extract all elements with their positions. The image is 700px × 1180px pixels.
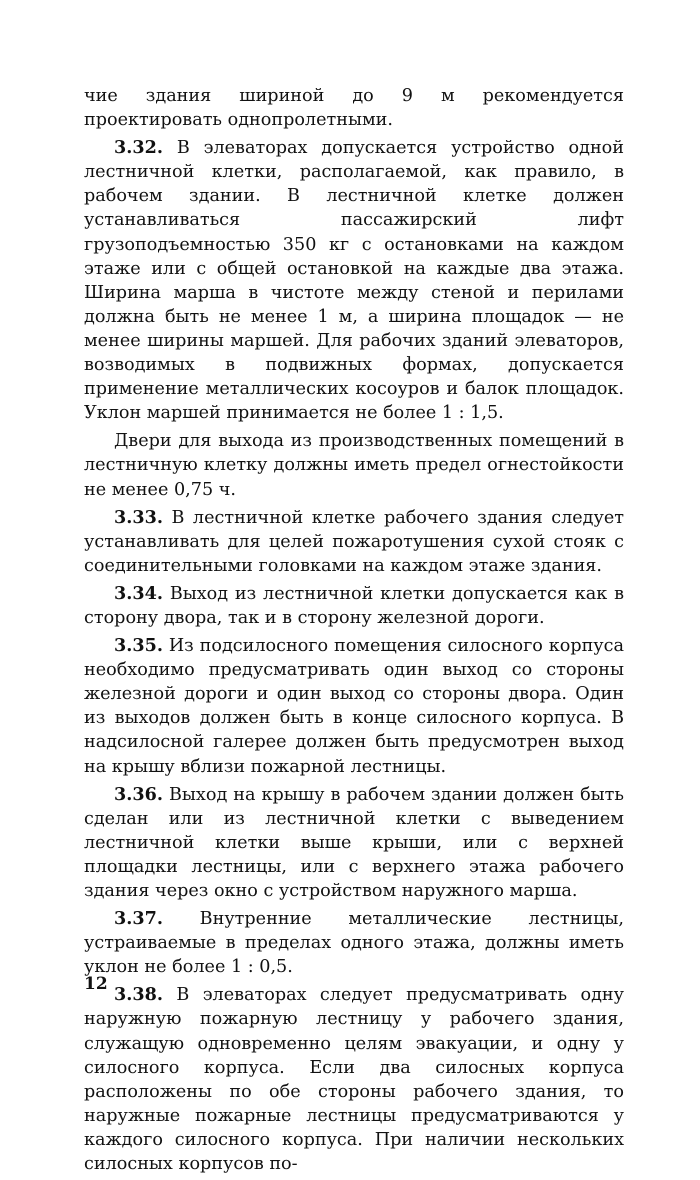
- paragraph-text: В элеваторах допускается устройство одной лестничной клетки, располагаемой, как правило, в рабочем здании. В лестничной клетке должен устанавливаться пассажирский лифт грузоподъемностью 350 кг с остановками на каждом этаже или с общей остановкой на каждые два этажа. Ширина марша в чистоте между стеной и перилами должна быть не менее 1 м, а ширина площадок — не менее ширины маршей. Для рабочих зданий элеваторов, возводимых в подвижных формах, допускается применение металлических косоуров и балок площадок. Уклон маршей принимается не более 1 : 1,5.: [84, 138, 625, 424]
- paragraph-text: Выход на крышу в рабочем здании должен быть сделан или из лестничной клетки с выведением лестничной клетки выше крыши, или с верхней площадки лестницы, или с верхнего этажа рабочего здания через окно с устройством наружного марша.: [84, 784, 624, 901]
- page-number: 12: [84, 974, 108, 994]
- paragraph-text: Из подсилосного помещения силосного корпуса необходимо предусматривать один выход со стороны железной дороги и один выход со стороны двора. Один из выходов должен быть в конце силосного корпуса. В надсилосной галерее должен быть предусмотрен выход на крышу вблизи пожарной лестницы.: [84, 636, 624, 777]
- paragraph-text: Двери для выхода из производственных помещений в лестничную клетку должны иметь предел огнестойкости не менее 0,75 ч.: [84, 431, 624, 500]
- paragraph-3-37: [84, 907, 624, 979]
- paragraph-3-38: [84, 983, 624, 1176]
- paragraph-3-35: [84, 634, 624, 779]
- section-number: 3.33.: [114, 506, 163, 528]
- section-number: 3.36.: [114, 783, 163, 805]
- paragraph-3-33: [84, 506, 624, 578]
- section-number: 3.37.: [114, 908, 163, 930]
- section-number: 3.35.: [114, 635, 163, 657]
- paragraph-text: В лестничной клетке рабочего здания следует устанавливать для целей пожаротушения сухой стояк с соединительными головками на каждом этаже здания.: [84, 507, 624, 576]
- section-number: 3.32.: [114, 137, 163, 159]
- section-number: 3.38.: [114, 984, 163, 1006]
- paragraph-continuation: [84, 84, 624, 132]
- paragraph-text: Внутренние металлические лестницы, устраиваемые в пределах одного этажа, должны иметь уклон не более 1 : 0,5.: [84, 909, 624, 978]
- paragraph-doors: [84, 429, 624, 501]
- paragraph-text: Выход из лестничной клетки допускается как в сторону двора, так и в сторону железной дороги.: [84, 583, 625, 628]
- paragraph-text: В элеваторах следует предусматривать одну наружную пожарную лестницу у рабочего здания, служащую одновременно целям эвакуации, и одну у силосного корпуса. Если два силосных корпуса расположены по обе стороны рабочего здания, то наружные пожарные лестницы предусматриваются у каждого силосного корпуса. При наличии нескольких силосных корпусов по-: [84, 985, 625, 1175]
- document-page: [84, 84, 624, 1180]
- paragraph-3-36: [84, 783, 624, 903]
- section-number: 3.34.: [114, 582, 163, 604]
- paragraph-3-32: [84, 136, 624, 425]
- paragraph-3-34: [84, 582, 624, 630]
- paragraph-text: чие здания шириной до 9 м рекомендуется проектировать однопролетными.: [84, 86, 624, 131]
